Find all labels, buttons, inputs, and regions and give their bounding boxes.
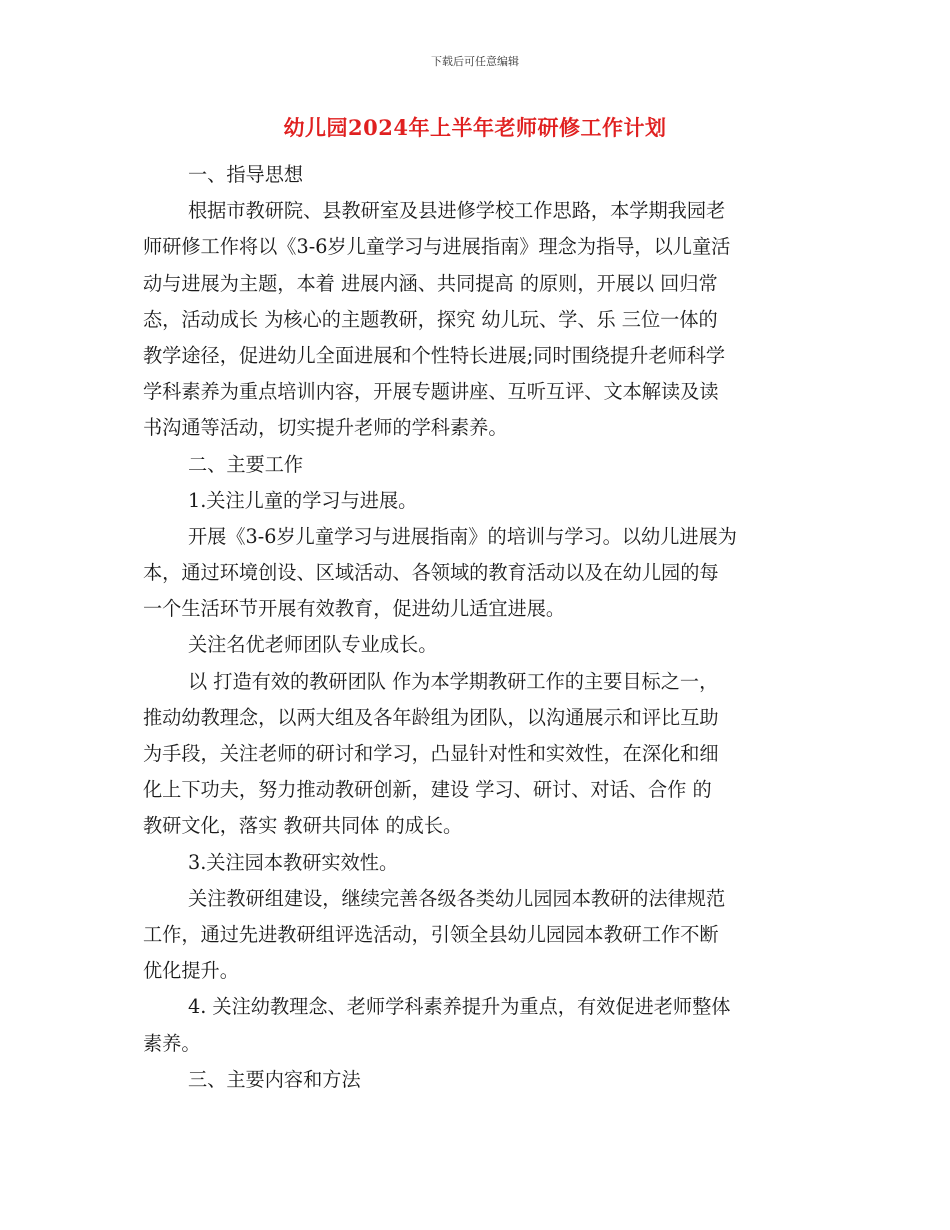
text-line: 三、主要内容和方法: [188, 1067, 361, 1091]
text-line: 学科素养为重点培训内容，开展专题讲座、互听互评、文本解读及读: [143, 380, 719, 404]
text-line: 二、主要工作: [188, 452, 304, 476]
text-line: 本，通过环境创设、区域活动、各领域的教育活动以及在幼儿园的每: [143, 561, 719, 585]
text-line: 推动幼教理念，以两大组及各年龄组为团队，以沟通展示和评比互助: [143, 705, 719, 729]
document-title: 幼儿园2024年上半年老师研修工作计划: [283, 115, 667, 140]
text-line: 为手段，关注老师的研讨和学习，凸显针对性和实效性，在深化和细: [143, 742, 719, 765]
text-line: 关注教研组建设，继续完善各级各类幼儿园园本教研的法律规范: [188, 886, 726, 910]
text-line: 开展《3-6岁儿童学习与进展指南》的培训与学习。以幼儿进展为: [188, 524, 737, 548]
text-line: 书沟通等活动，切实提升老师的学科素养。: [143, 416, 508, 440]
text-line: 关注名优老师团队专业成长。: [188, 633, 438, 657]
text-line: 以 打造有效的教研团队 作为本学期教研工作的主要目标之一，: [188, 669, 719, 693]
text-line: 态，活动成长 为核心的主题教研，探究 幼儿玩、学、乐 三位一体的: [143, 307, 718, 331]
text-line: 化上下功夫，努力推动教研创新，建设 学习、研讨、对话、合作 的: [143, 778, 712, 802]
text-line: 根据市教研院、县教研室及县进修学校工作思路，本学期我园老: [188, 199, 726, 223]
text-line: 4. 关注幼教理念、老师学科素养提升为重点，有效促进老师整体: [188, 995, 731, 1019]
text-line: 1.关注儿童的学习与进展。: [188, 488, 418, 512]
text-line: 师研修工作将以《3-6岁儿童学习与进展指南》理念为指导，以儿童活: [143, 235, 731, 259]
text-line: 优化提升。: [143, 959, 239, 983]
text-line: 一个生活环节开展有效教育，促进幼儿适宜进展。: [143, 597, 566, 621]
document-body: [143, 157, 811, 1098]
text-line: 教研文化，落实 教研共同体 的成长。: [143, 814, 463, 838]
text-line: 3.关注园本教研实效性。: [188, 850, 399, 874]
text-line: 素养。: [143, 1031, 201, 1055]
text-line: 动与进展为主题，本着 进展内涵、共同提高 的原则，开展以 回归常: [143, 271, 718, 295]
text-line: 一、指导思想: [188, 163, 304, 186]
page-header-note: 下载后可任意编辑: [431, 55, 519, 68]
text-line: 教学途径，促进幼儿全面进展和个性特长进展;同时围绕提升老师科学: [143, 343, 726, 367]
text-line: 工作，通过先进教研组评选活动，引领全县幼儿园园本教研工作不断: [143, 922, 719, 946]
